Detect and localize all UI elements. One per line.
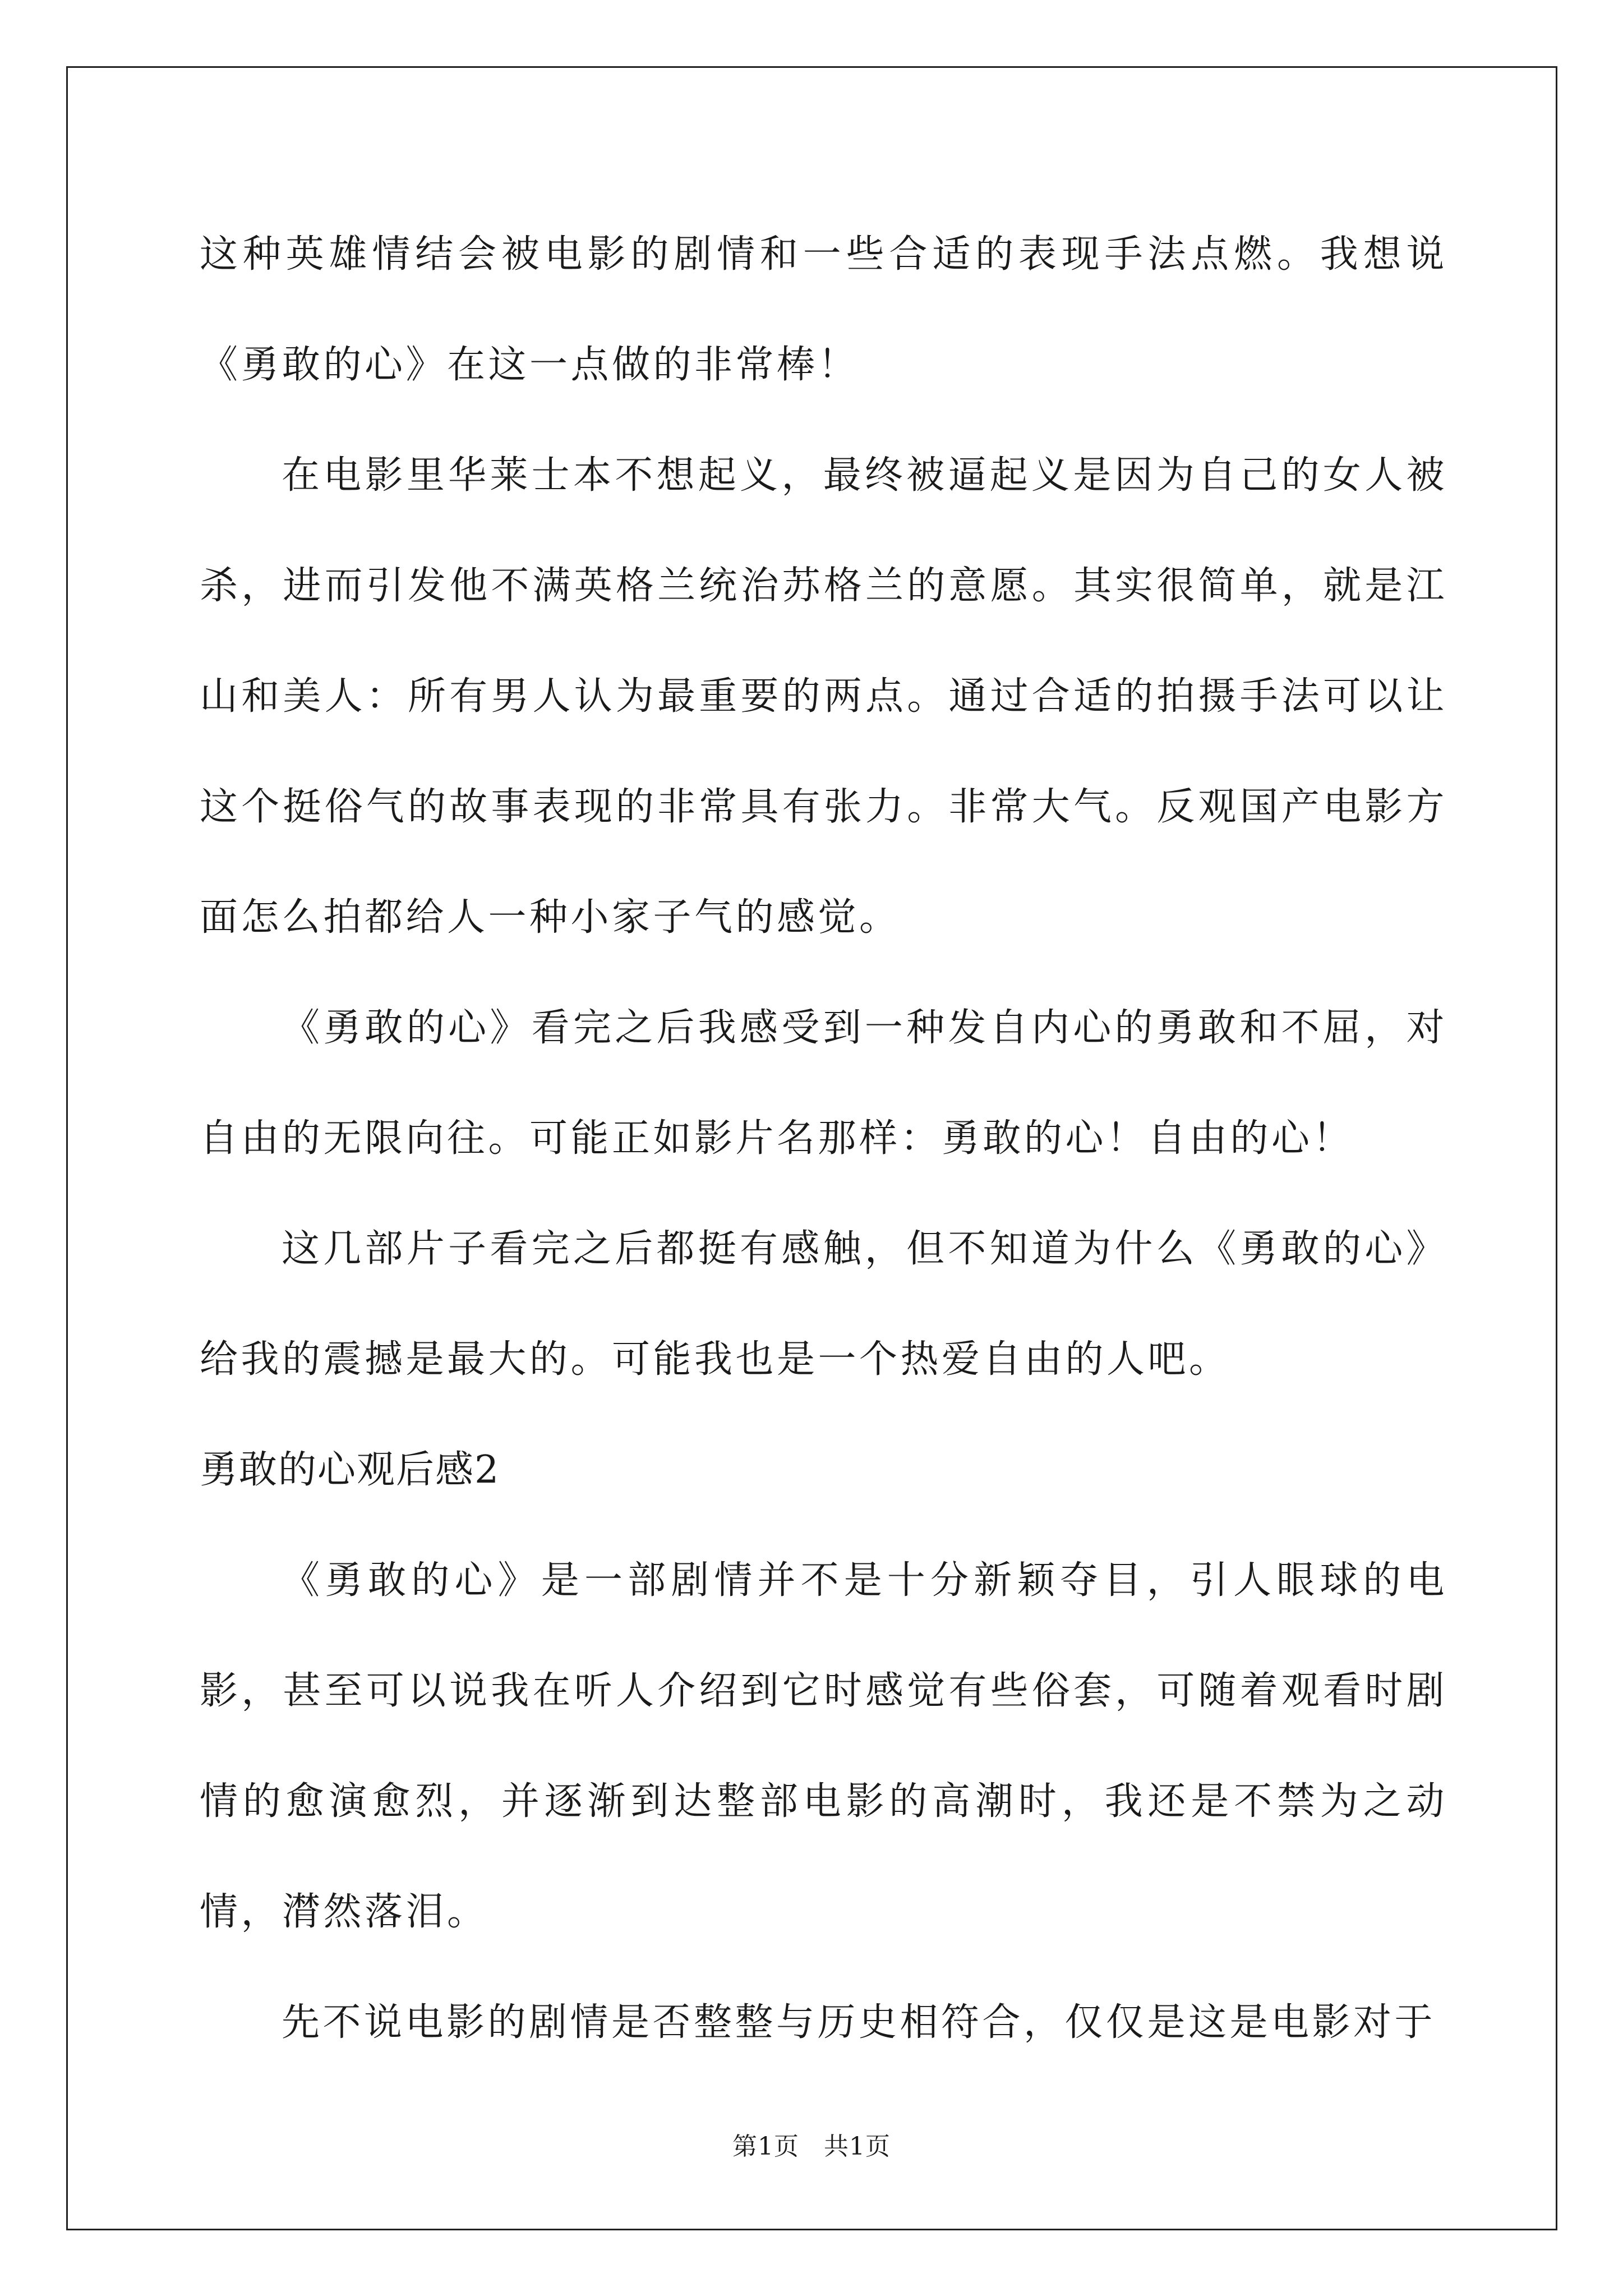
paragraph-2: 在电影里华莱士本不想起义，最终被逼起义是因为自己的女人被杀，进而引发他不满英格兰统治苏格兰的意愿。其实很简单，就是江山和美人：所有男人认为最重要的两点。通过合适的拍摄手法可以让这个挺俗气的故事表现的非常具有张力。非常大气。反观国产电影方面怎么拍都给人一种小家子气的感觉。 (200, 453, 1447, 940)
document-body (200, 199, 1447, 2078)
page-footer (0, 2126, 1623, 2162)
paragraph-3: 《勇敢的心》看完之后我感受到一种发自内心的勇敢和不屈，对自由的无限向往。可能正如影片名那样：勇敢的心！自由的心！ (200, 1006, 1447, 1161)
paragraph-6: 先不说电影的剧情是否整整与历史相符合，仅仅是这是电影对于 (282, 2000, 1436, 2045)
paragraph-1: 这种英雄情结会被电影的剧情和一些合适的表现手法点燃。我想说《勇敢的心》在这一点做的非常棒！ (200, 232, 1447, 387)
page-total: 共1页 (824, 2132, 891, 2161)
paragraph-5: 《勇敢的心》是一部剧情并不是十分新颖夺目，引人眼球的电影，甚至可以说我在听人介绍到它时感觉有些俗套，可随着观看时剧情的愈演愈烈，并逐渐到达整部电影的高潮时，我还是不禁为之动情，潸然落泪。 (200, 1558, 1447, 1934)
section-heading: 勇敢的心观后感2 (200, 1448, 500, 1492)
paragraph-4: 这几部片子看完之后都挺有感触，但不知道为什么《勇敢的心》给我的震撼是最大的。可能我也是一个热爱自由的人吧。 (200, 1227, 1447, 1382)
page-number: 第1页 (732, 2132, 799, 2161)
